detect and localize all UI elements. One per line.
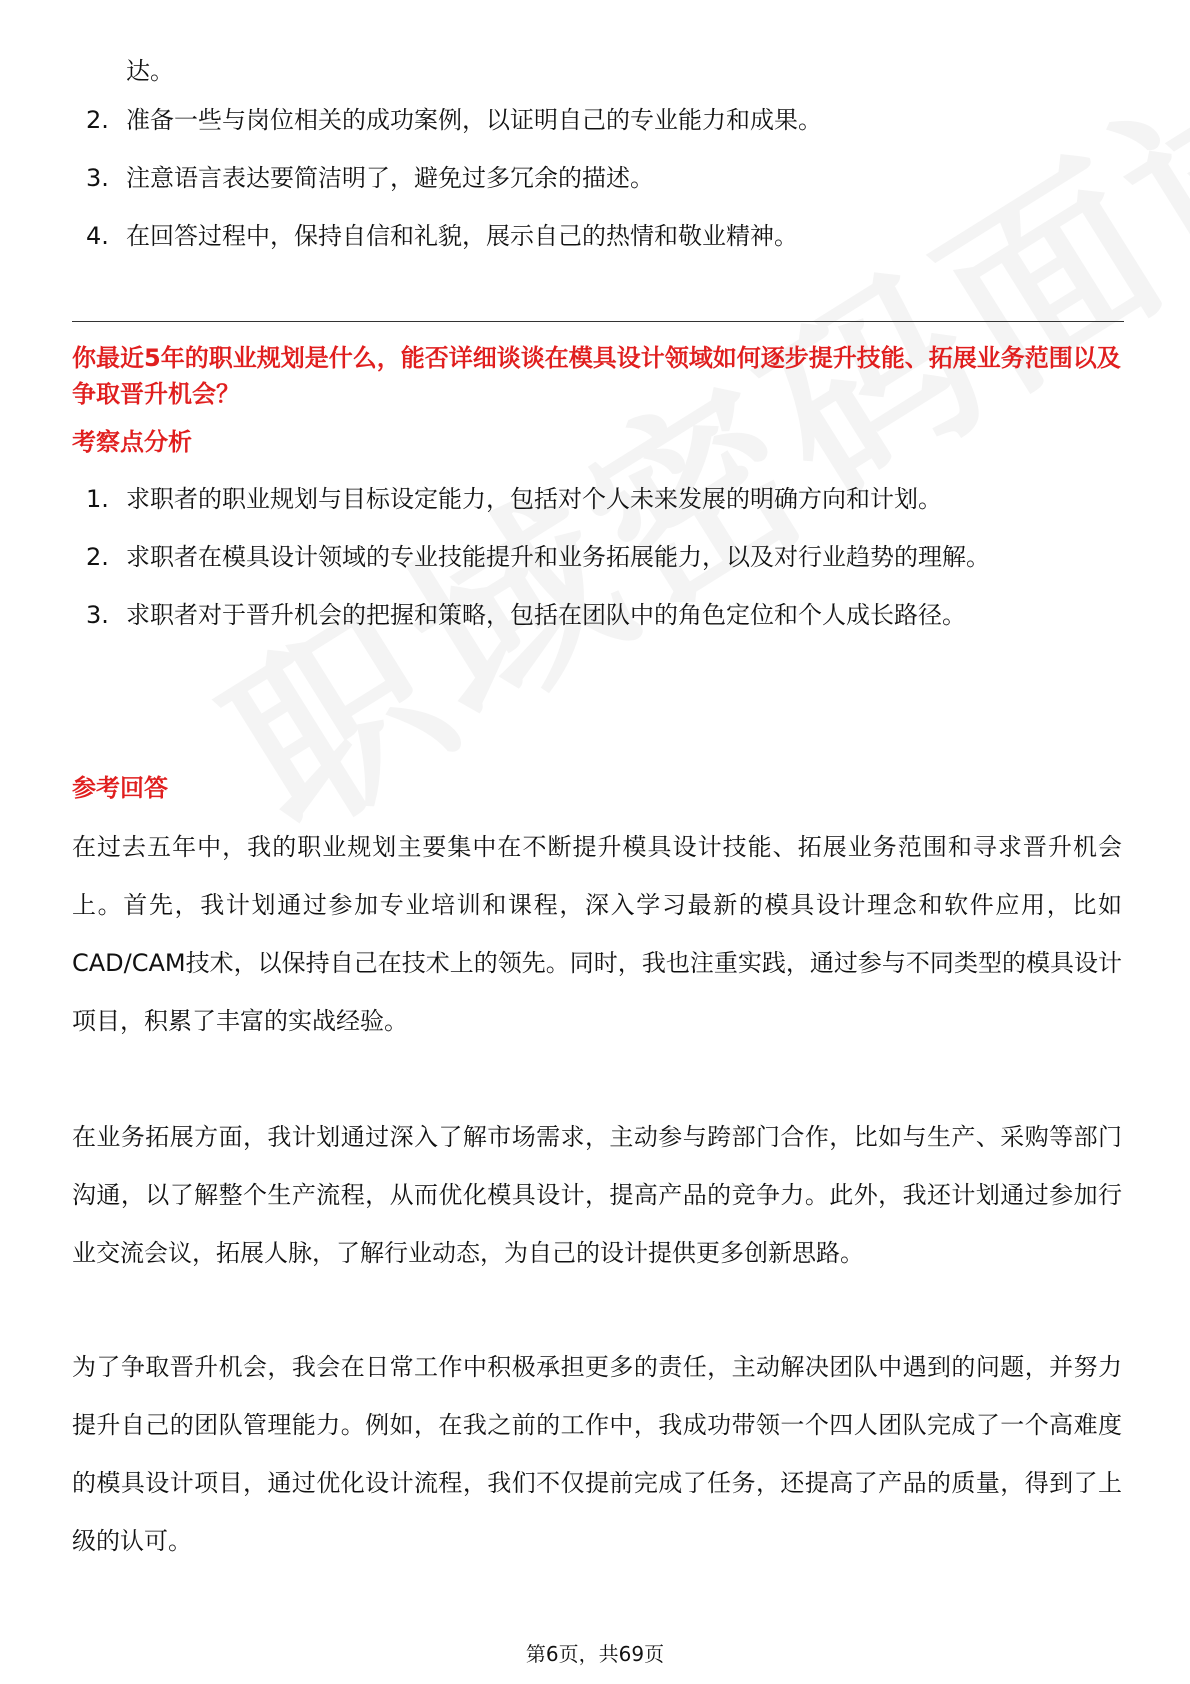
answer-paragraph: 在过去五年中，我的职业规划主要集中在不断提升模具设计技能、拓展业务范围和寻求晋升机会上。首先，我计划通过参加专业培训和课程，深入学习最新的模具设计理念和软件应用，比如CAD/CAM技术，以保持自己在技术上的领先。同时，我也注重实践，通过参与不同类型的模具设计项目，积累了丰富的实战经验。	[72, 833, 1122, 1035]
list-text: 注意语言表达要简洁明了，避免过多冗余的描述。	[126, 164, 654, 192]
list-number: 3.	[86, 601, 109, 629]
answer-paragraph: 为了争取晋升机会，我会在日常工作中积极承担更多的责任，主动解决团队中遇到的问题，并努力提升自己的团队管理能力。例如，在我之前的工作中，我成功带领一个四人团队完成了一个高难度的模具设计项目，通过优化设计流程，我们不仅提前完成了任务，还提高了产品的质量，得到了上级的认可。	[72, 1353, 1122, 1555]
list-text: 求职者在模具设计领域的专业技能提升和业务拓展能力，以及对行业趋势的理解。	[126, 543, 990, 571]
list-number: 2.	[86, 106, 109, 134]
list-text: 求职者对于晋升机会的把握和策略，包括在团队中的角色定位和个人成长路径。	[126, 601, 966, 629]
list-item-continuation: 达。	[126, 57, 174, 85]
list-item	[86, 91, 1126, 149]
question-heading: 你最近5年的职业规划是什么，能否详细谈谈在模具设计领域如何逐步提升技能、拓展业务范围以及争取晋升机会？	[72, 344, 1121, 408]
list-item	[86, 528, 1126, 586]
list-item	[86, 207, 1126, 265]
analysis-list	[86, 470, 1126, 644]
list-number: 2.	[86, 543, 109, 571]
page-footer: 第6页，共69页	[525, 1642, 665, 1666]
list-item	[86, 470, 1126, 528]
list-number: 3.	[86, 164, 109, 192]
list-item	[86, 149, 1126, 207]
list-text: 求职者的职业规划与目标设定能力，包括对个人未来发展的明确方向和计划。	[126, 485, 942, 513]
list-text: 准备一些与岗位相关的成功案例，以证明自己的专业能力和成果。	[126, 106, 822, 134]
list-number: 1.	[86, 485, 109, 513]
list-number: 4.	[86, 222, 109, 250]
tips-list	[86, 91, 1126, 265]
list-item	[86, 586, 1126, 644]
list-text: 在回答过程中，保持自信和礼貌，展示自己的热情和敬业精神。	[126, 222, 798, 250]
section-divider	[72, 321, 1124, 322]
answer-paragraph: 在业务拓展方面，我计划通过深入了解市场需求，主动参与跨部门合作，比如与生产、采购等部门沟通，以了解整个生产流程，从而优化模具设计，提高产品的竞争力。此外，我还计划通过参加行业交流会议，拓展人脉，了解行业动态，为自己的设计提供更多创新思路。	[72, 1123, 1122, 1267]
analysis-heading: 考察点分析	[72, 428, 192, 456]
answer-heading: 参考回答	[72, 774, 168, 802]
